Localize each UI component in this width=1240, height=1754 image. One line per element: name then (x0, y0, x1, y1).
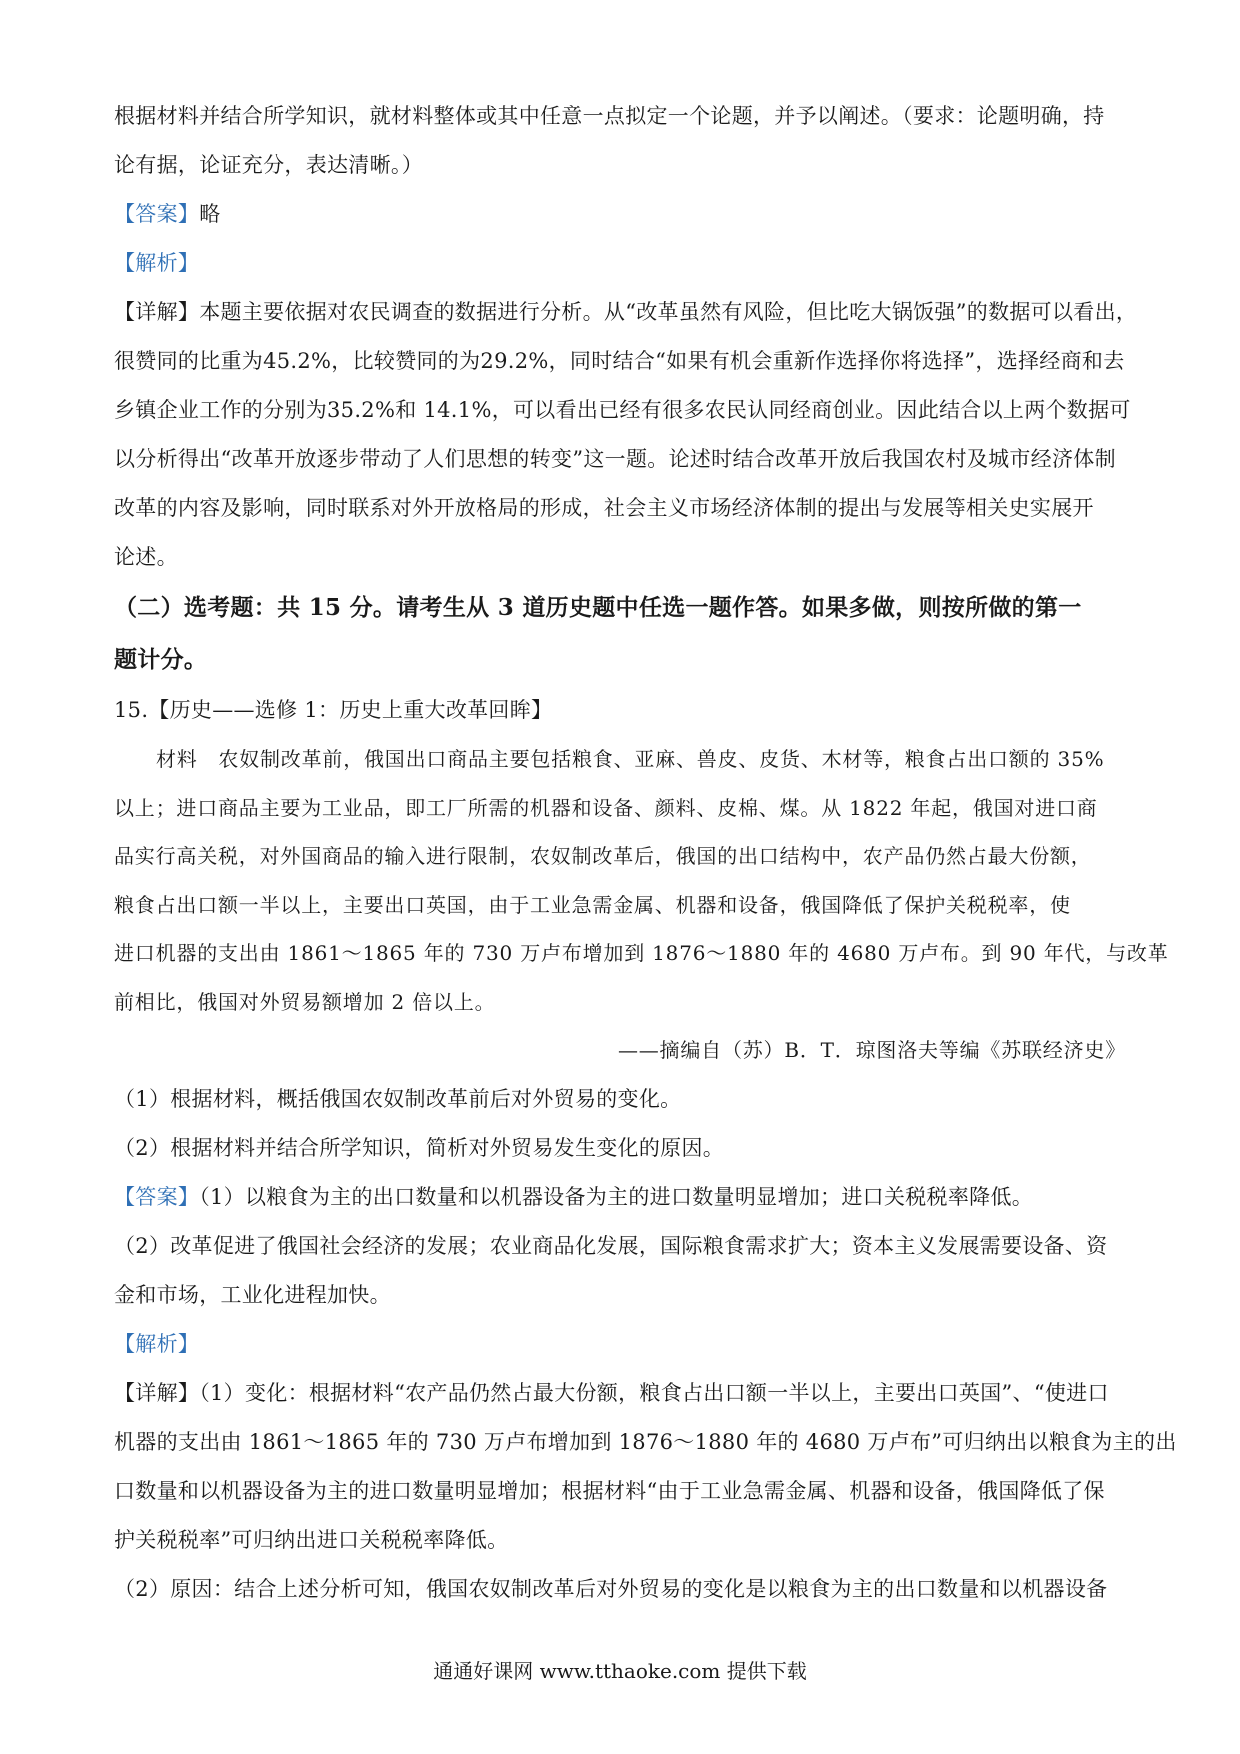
answer-text: （1）以粮食为主的出口数量和以机器设备为主的进口数量明显增加；进口关税税率降低。 (199, 1184, 1034, 1209)
detail-line (114, 1369, 1134, 1418)
prev-detail-line: 改革的内容及影响，同时联系对外开放格局的形成，社会主义市场经济体制的提出与发展等相关史实展开 (114, 496, 1094, 520)
prev-detail-line (114, 288, 1138, 337)
section-heading: （二）选考题：共 15 分。请考生从 3 道历史题中任选一题作答。如果多做，则按所做的第一 (114, 594, 1082, 621)
detail-tag: 【详解】 (114, 300, 200, 324)
answer-line (114, 1173, 1134, 1222)
detail-line: 口数量和以机器设备为主的进口数量明显增加；根据材料“由于工业急需金属、机器和设备，俄国降低了保 (114, 1478, 1105, 1503)
prev-detail-line: 很赞同的比重为45.2%，比较赞同的为29.2%，同时结合“如果有机会重新作选择你将选择”，选择经商和去 (114, 349, 1125, 373)
prev-question-line: 根据材料并结合所学知识，就材料整体或其中任意一点拟定一个论题，并予以阐述。（要求：论题明确，持 (114, 104, 1105, 128)
material-line: 粮食占出口额一半以上，主要出口英国，由于工业急需金属、机器和设备，俄国降低了保护关税税率，使 (114, 892, 1071, 917)
answer-text: 略 (199, 202, 221, 226)
answer-tag: 【答案】 (114, 202, 200, 226)
section-heading: 题计分。 (114, 646, 208, 673)
detail-tag: 【详解】 (114, 1380, 200, 1405)
detail-text: 本题主要依据对农民调查的数据进行分析。从“改革虽然有风险，但比吃大锅饭强”的数据可以看出， (199, 300, 1138, 324)
question-title: 15.【历史——选修 1：历史上重大改革回眸】 (114, 698, 553, 722)
detail-line: 机器的支出由 1861～1865 年的 730 万卢布增加到 1876～1880 年的 4680 万卢布”可归纳出以粮食为主的出 (114, 1429, 1177, 1454)
answer-tag: 【答案】 (114, 1184, 200, 1209)
sub-question: （1）根据材料，概括俄国农奴制改革前后对外贸易的变化。 (114, 1086, 682, 1111)
material-line: 以上；进口商品主要为工业品，即工厂所需的机器和设备、颜料、皮棉、煤。从 1822 年起，俄国对进口商 (114, 795, 1098, 820)
material-line: 前相比，俄国对外贸易额增加 2 倍以上。 (114, 989, 496, 1014)
prev-question-line: 论有据，论证充分，表达清晰。） (114, 153, 423, 177)
sub-question: （2）根据材料并结合所学知识，简析对外贸易发生变化的原因。 (114, 1135, 725, 1160)
detail-line: 护关税税率”可归纳出进口关税税率降低。 (114, 1527, 509, 1552)
prev-detail-line: 以分析得出“改革开放逐步带动了人们思想的转变”这一题。论述时结合改革开放后我国农村及城市经济体制 (114, 447, 1116, 471)
material-line: 进口机器的支出由 1861～1865 年的 730 万卢布增加到 1876～1880 年的 4680 万卢布。到 90 年代，与改革 (114, 941, 1169, 965)
material-line: 材料 农奴制改革前，俄国出口商品主要包括粮食、亚麻、兽皮、皮货、木材等，粮食占出口额的 35% (156, 747, 1105, 771)
material-line: 品实行高关税，对外国商品的输入进行限制，农奴制改革后，俄国的出口结构中，农产品仍然占最大份额， (114, 844, 1092, 868)
page-footer: 通通好课网 www.tthaoke.com 提供下载 (433, 1659, 807, 1683)
answer-line: 金和市场，工业化进程加快。 (114, 1282, 391, 1307)
prev-answer (114, 190, 1134, 239)
prev-detail-line: 论述。 (114, 545, 178, 569)
detail-line: （2）原因：结合上述分析可知，俄国农奴制改革后对外贸易的变化是以粮食为主的出口数量和以机器设备 (114, 1576, 1108, 1601)
detail-text: （1）变化：根据材料“农产品仍然占最大份额，粮食占出口额一半以上，主要出口英国”、“使进口 (199, 1380, 1109, 1405)
analysis-tag: 【解析】 (114, 1331, 200, 1356)
material-source: ——摘编自（苏）B．T．琼图洛夫等编《苏联经济史》 (617, 1038, 1126, 1062)
analysis-tag: 【解析】 (114, 251, 200, 275)
analysis-tag-line (114, 1320, 1134, 1369)
page-content (114, 92, 1177, 1614)
prev-detail-line: 乡镇企业工作的分别为35.2%和 14.1%，可以看出已经有很多农民认同经商创业。因此结合以上两个数据可 (114, 398, 1131, 422)
answer-line: （2）改革促进了俄国社会经济的发展；农业商品化发展，国际粮食需求扩大；资本主义发展需要设备、资 (114, 1233, 1108, 1258)
prev-analysis-tag (114, 239, 1134, 288)
